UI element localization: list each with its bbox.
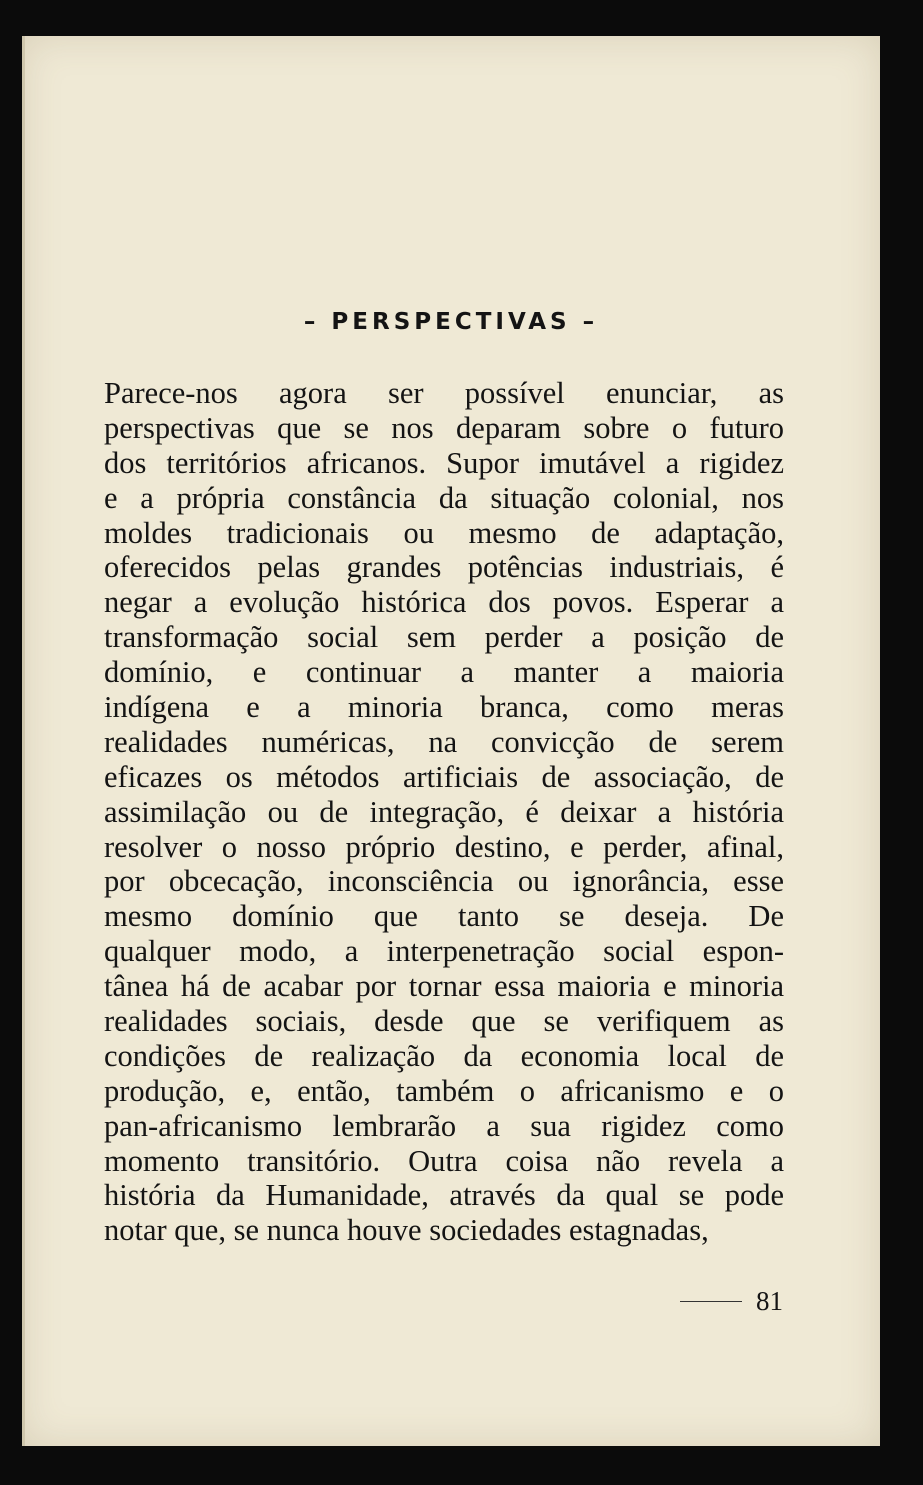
text-line: tânea há de acabar por tornar essa maioria e minoria (104, 969, 784, 1004)
text-line: indígena e a minoria branca, como meras (104, 690, 784, 725)
text-line: eficazes os métodos artificiais de associação, de (104, 759, 784, 794)
text-line: perspectivas que se nos deparam sobre o futuro (104, 410, 784, 445)
text-line: oferecidos pelas grandes potências industriais, é (104, 550, 784, 585)
text-line: por obcecação, inconsciência ou ignorância, esse (104, 864, 784, 899)
text-line: mesmo domínio que tanto se deseja. De (104, 899, 784, 934)
text-line: momento transitório. Outra coisa não revela a (104, 1143, 784, 1178)
text-line: realidades sociais, desde que se verifiquem as (104, 1004, 784, 1039)
text-line: resolver o nosso próprio destino, e perder, afinal, (104, 829, 784, 864)
book-page (22, 36, 880, 1446)
text-line: qualquer modo, a interpenetração social espon- (104, 934, 784, 969)
text-line: assimilação ou de integração, é deixar a história (104, 794, 784, 829)
text-line: pan-africanismo lembrarão a sua rigidez como (104, 1108, 784, 1143)
text-line: transformação social sem perder a posição de (104, 620, 784, 655)
text-line: moldes tradicionais ou mesmo de adaptação, (104, 515, 784, 550)
text-line: realidades numéricas, na convicção de serem (104, 724, 784, 759)
text-line: dos territórios africanos. Supor imutável a rigidez (104, 445, 784, 480)
page-edge (22, 36, 25, 1446)
page-footer (680, 1286, 800, 1316)
page-number: 81 (756, 1286, 783, 1316)
text-line: Parece-nos agora ser possível enunciar, as (104, 376, 784, 410)
text-line: história da Humanidade, através da qual se pode (104, 1178, 784, 1213)
text-line: condições de realização da economia local de (104, 1038, 784, 1073)
body-paragraph (104, 376, 784, 1248)
section-heading: – PERSPECTIVAS – (303, 309, 599, 335)
folio-rule (680, 1301, 742, 1302)
text-line: produção, e, então, também o africanismo e o (104, 1073, 784, 1108)
text-line: negar a evolução histórica dos povos. Esperar a (104, 585, 784, 620)
text-line: notar que, se nunca houve sociedades estagnadas, (104, 1213, 709, 1248)
text-line: e a própria constância da situação colonial, nos (104, 480, 784, 515)
text-line: domínio, e continuar a manter a maioria (104, 655, 784, 690)
